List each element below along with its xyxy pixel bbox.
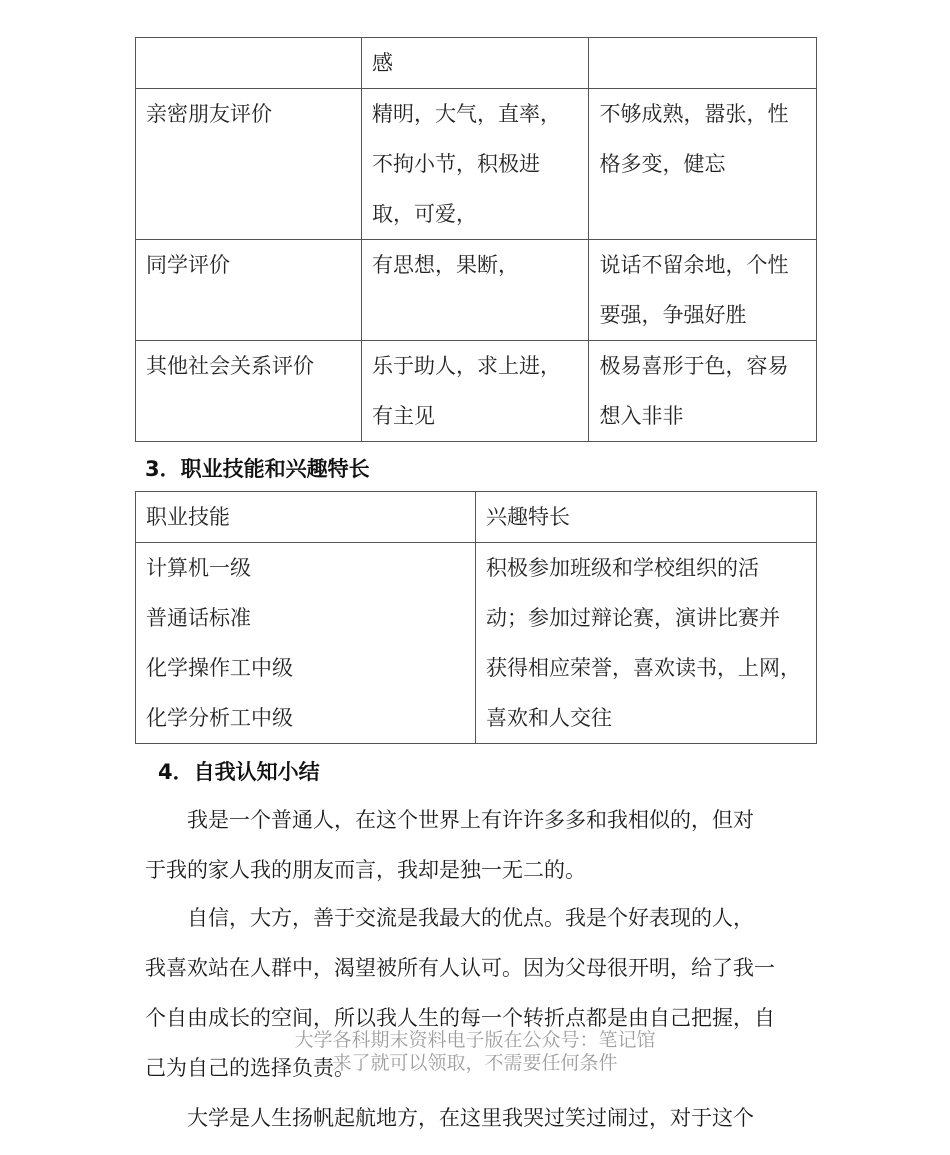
cell-line: 格多变，健忘: [599, 152, 726, 176]
cell-line: 取，可爱，: [371, 202, 477, 226]
header-interests: 兴趣特长: [476, 492, 817, 543]
skill-item: 普通话标准: [146, 606, 251, 630]
table-cell: [136, 240, 362, 341]
header-skills: 职业技能: [136, 492, 476, 543]
table-cell: [361, 38, 589, 89]
cell-line: [146, 38, 351, 88]
table-cell: [361, 341, 589, 442]
skills-interests-table: [135, 491, 817, 744]
interest-line: 喜欢和人交往: [486, 706, 612, 730]
cell-line: 有主见: [371, 404, 435, 428]
table-cell: [589, 89, 817, 240]
table-cell: [361, 89, 589, 240]
section-4-heading: 4．自我认知小结: [158, 760, 320, 784]
cell-line: 精明，大气，直率，: [371, 102, 561, 126]
table-header-row: [136, 492, 817, 543]
table-row: [136, 89, 817, 240]
cell-line: 其他社会关系评价: [146, 354, 314, 378]
paragraph-line: 己为自己的选择负责。: [145, 1056, 355, 1080]
interest-line: 积极参加班级和学校组织的活: [486, 556, 759, 580]
table-cell: [136, 341, 362, 442]
watermark-line-2: 来了就可以领取，不需要任何条件: [332, 1052, 618, 1074]
cell-line: 极易喜形于色，容易: [599, 354, 789, 378]
cell-line: 同学评价: [146, 253, 230, 277]
skills-cell: [136, 543, 476, 744]
paragraph-line: 我喜欢站在人群中，渴望被所有人认可。因为父母很开明，给了我一: [145, 956, 775, 980]
table-cell: [589, 240, 817, 341]
section-3-heading: 3．职业技能和兴趣特长: [145, 457, 370, 481]
paragraph-line: 我是一个普通人，在这个世界上有许许多多和我相似的，但对: [145, 808, 754, 832]
table-cell: [136, 38, 362, 89]
paragraph-line: 自信，大方，善于交流是我最大的优点。我是个好表现的人，: [145, 906, 754, 930]
cell-line: 感: [371, 51, 393, 75]
cell-line: 想入非非: [599, 404, 684, 428]
table-cell: [589, 341, 817, 442]
watermark-line-1: 大学各科期末资料电子版在公众号：笔记馆: [294, 1029, 656, 1051]
paragraph-line: 个自由成长的空间，所以我人生的每一个转折点都是由自己把握，自: [145, 1006, 775, 1030]
cell-line: 不拘小节，积极进: [371, 152, 540, 176]
cell-line: 亲密朋友评价: [146, 102, 272, 126]
table-cell: [136, 89, 362, 240]
skill-item: 化学操作工中级: [146, 656, 293, 680]
paragraph-line: 大学是人生扬帆起航地方，在这里我哭过笑过闹过，对于这个: [145, 1106, 754, 1130]
table-row: [136, 38, 817, 89]
table-cell: [589, 38, 817, 89]
cell-line: 要强，争强好胜: [599, 303, 747, 327]
cell-line: 乐于助人，求上进，: [371, 354, 561, 378]
interests-cell: [476, 543, 817, 744]
evaluation-table: [135, 37, 817, 442]
cell-line: 说话不留余地，个性: [599, 253, 789, 277]
cell-line: 有思想，果断，: [371, 253, 519, 277]
interest-line: 动；参加过辩论赛，演讲比赛并: [486, 606, 780, 630]
table-row: [136, 240, 817, 341]
table-cell: [361, 240, 589, 341]
table-row: [136, 341, 817, 442]
interest-line: 获得相应荣誉，喜欢读书，上网，: [486, 656, 801, 680]
table-row: [136, 543, 817, 744]
cell-line: 不够成熟，嚣张，性: [599, 102, 789, 126]
paragraph-line: 于我的家人我的朋友而言，我却是独一无二的。: [145, 858, 586, 882]
cell-line: [599, 38, 806, 88]
skill-item: 计算机一级: [146, 556, 251, 580]
skill-item: 化学分析工中级: [146, 706, 293, 730]
